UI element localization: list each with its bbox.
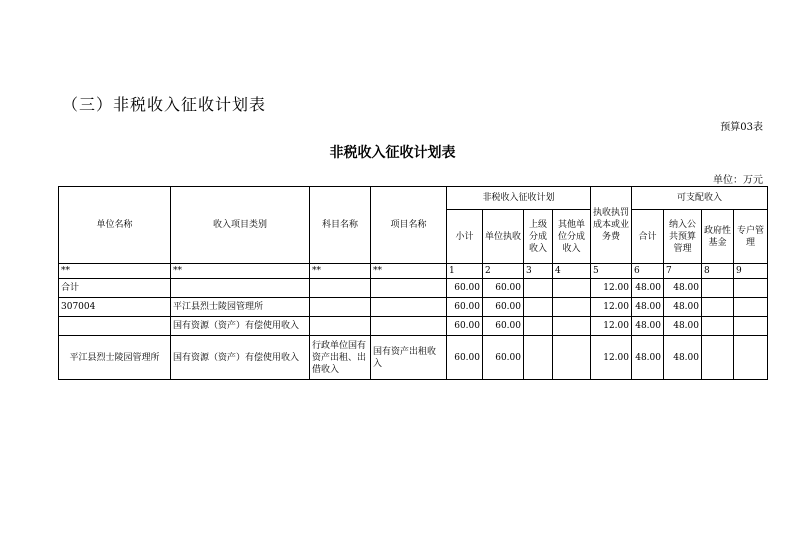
cell-item <box>371 298 447 317</box>
cell-subject <box>310 317 371 336</box>
cell-special <box>734 317 768 336</box>
cell-budget: 48.00 <box>664 279 702 298</box>
cell-cost: 12.00 <box>591 279 632 298</box>
header-row-1 <box>59 187 768 210</box>
cell-other <box>553 336 591 380</box>
cell-special <box>734 336 768 380</box>
cell-fund <box>702 279 734 298</box>
header-gov-fund: 政府性基金 <box>702 210 734 264</box>
cell-subject: 行政单位国有资产出租、出借收入 <box>310 336 371 380</box>
header-subject-name: 科目名称 <box>310 187 371 264</box>
header-other-share: 其他单位分成收入 <box>553 210 591 264</box>
header-item-name: 项目名称 <box>371 187 447 264</box>
cell-unit: 合计 <box>59 279 171 298</box>
index-cell: 4 <box>553 264 591 279</box>
index-cell: 6 <box>632 264 664 279</box>
income-plan-table <box>58 186 768 380</box>
table-title: 非税收入征收计划表 <box>329 145 456 161</box>
index-cell: 3 <box>524 264 553 279</box>
cell-other <box>553 298 591 317</box>
index-cell: 5 <box>591 264 632 279</box>
cell-budget: 48.00 <box>664 317 702 336</box>
cell-total: 48.00 <box>632 317 664 336</box>
cell-superior <box>524 317 553 336</box>
cell-item: 国有资产出租收入 <box>371 336 447 380</box>
cell-unit: 307004 <box>59 298 171 317</box>
cell-other <box>553 279 591 298</box>
cell-type <box>171 279 310 298</box>
cell-subtotal: 60.00 <box>447 336 483 380</box>
cell-subtotal: 60.00 <box>447 279 483 298</box>
cell-unit-collect: 60.00 <box>483 279 524 298</box>
cell-fund <box>702 317 734 336</box>
cell-fund <box>702 298 734 317</box>
cell-special <box>734 298 768 317</box>
table-row <box>59 298 768 317</box>
cell-budget: 48.00 <box>664 336 702 380</box>
cell-special <box>734 279 768 298</box>
index-cell: ** <box>59 264 171 279</box>
cell-cost: 12.00 <box>591 298 632 317</box>
cell-unit-collect: 60.00 <box>483 317 524 336</box>
index-cell: 8 <box>702 264 734 279</box>
header-unit-collect: 单位执收 <box>483 210 524 264</box>
index-cell: 7 <box>664 264 702 279</box>
cell-item <box>371 317 447 336</box>
cell-item <box>371 279 447 298</box>
header-special-mgmt: 专户管理 <box>734 210 768 264</box>
header-superior-share: 上级分成收入 <box>524 210 553 264</box>
cell-cost: 12.00 <box>591 336 632 380</box>
cell-other <box>553 317 591 336</box>
index-row <box>59 264 768 279</box>
cell-subtotal: 60.00 <box>447 317 483 336</box>
table-row <box>59 336 768 380</box>
header-collect-cost: 执收执罚成本或业务费 <box>591 187 632 264</box>
index-cell: ** <box>171 264 310 279</box>
cell-budget: 48.00 <box>664 298 702 317</box>
cell-type: 国有资源（资产）有偿使用收入 <box>171 317 310 336</box>
cell-unit <box>59 317 171 336</box>
table-row <box>59 317 768 336</box>
cell-total: 48.00 <box>632 336 664 380</box>
cell-unit: 平江县烈士陵园管理所 <box>59 336 171 380</box>
unit-label: 单位：万元 <box>713 175 763 186</box>
cell-superior <box>524 336 553 380</box>
header-usable-group: 可支配收入 <box>632 187 768 210</box>
cell-type: 国有资源（资产）有偿使用收入 <box>171 336 310 380</box>
header-budget-mgmt: 纳入公共预算管理 <box>664 210 702 264</box>
cell-superior <box>524 298 553 317</box>
cell-subtotal: 60.00 <box>447 298 483 317</box>
table-code: 预算03表 <box>720 122 763 133</box>
cell-type: 平江县烈士陵园管理所 <box>171 298 310 317</box>
index-cell: 9 <box>734 264 768 279</box>
cell-superior <box>524 279 553 298</box>
cell-cost: 12.00 <box>591 317 632 336</box>
cell-fund <box>702 336 734 380</box>
header-income-type: 收入项目类别 <box>171 187 310 264</box>
header-total: 合计 <box>632 210 664 264</box>
header-subtotal: 小计 <box>447 210 483 264</box>
cell-subject <box>310 298 371 317</box>
index-cell: 2 <box>483 264 524 279</box>
index-cell: ** <box>371 264 447 279</box>
cell-subject <box>310 279 371 298</box>
header-plan-group: 非税收入征收计划 <box>447 187 591 210</box>
index-cell: 1 <box>447 264 483 279</box>
cell-total: 48.00 <box>632 298 664 317</box>
cell-total: 48.00 <box>632 279 664 298</box>
section-title: （三）非税收入征收计划表 <box>62 95 267 114</box>
table-row <box>59 279 768 298</box>
header-unit-name: 单位名称 <box>59 187 171 264</box>
cell-unit-collect: 60.00 <box>483 298 524 317</box>
cell-unit-collect: 60.00 <box>483 336 524 380</box>
index-cell: ** <box>310 264 371 279</box>
